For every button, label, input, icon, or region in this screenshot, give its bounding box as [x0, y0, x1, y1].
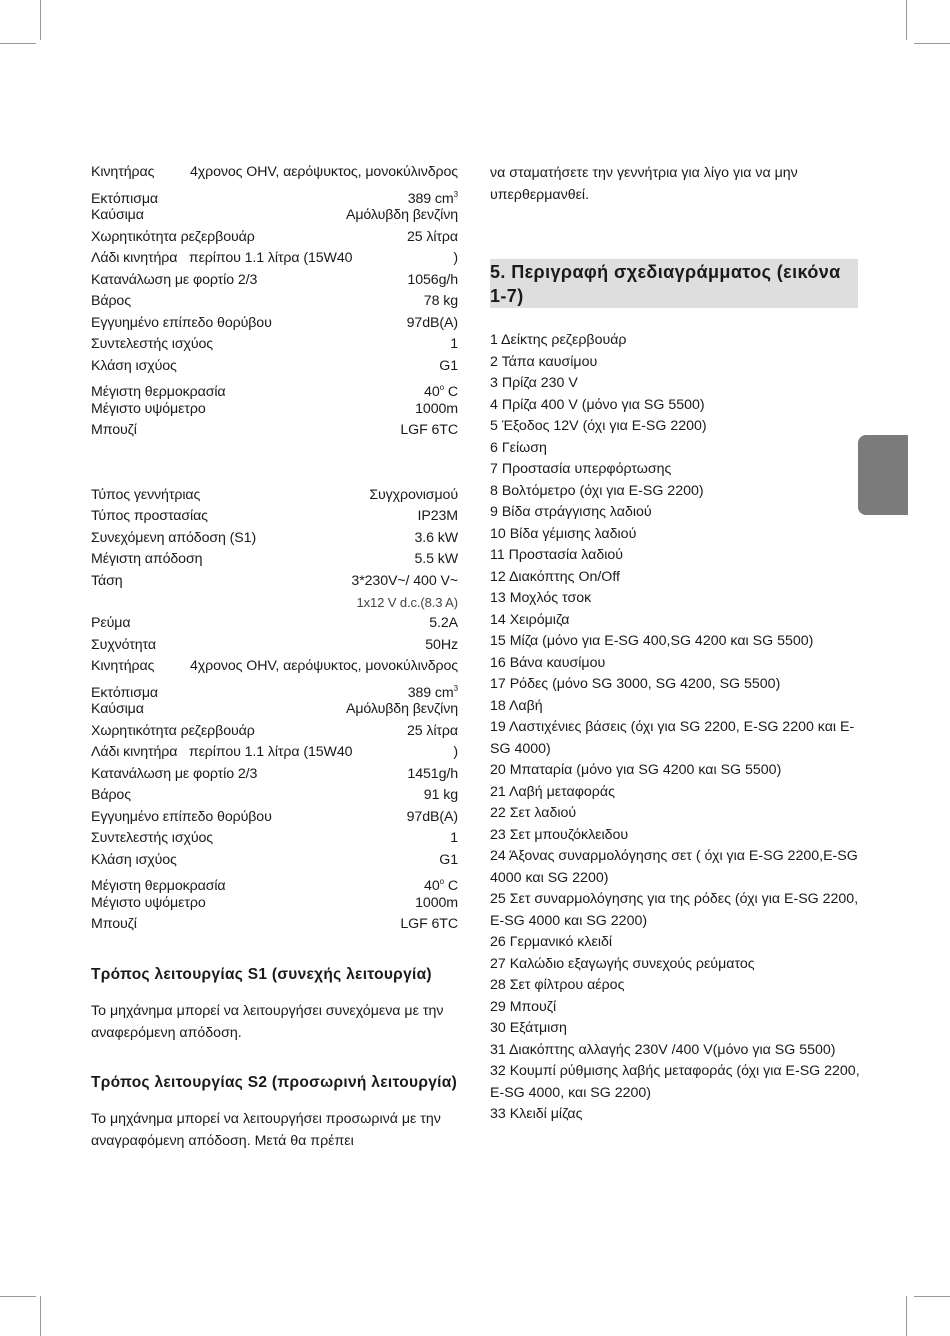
spec-row	[91, 635, 460, 657]
spec-value: Αμόλυβδη βενζίνη	[345, 701, 458, 717]
list-item: 26 Γερμανικό κλειδί	[490, 934, 613, 950]
spec-value: 97dB(A)	[406, 808, 458, 825]
spec-row	[91, 721, 460, 743]
spec-label: Μέγιστη θερμοκρασία	[91, 878, 226, 894]
spec-value: 97dB(A)	[406, 314, 458, 331]
spec-row	[91, 893, 460, 915]
spec-row	[91, 356, 460, 378]
spec-value: )	[453, 250, 458, 266]
spec-label: Μέγιστο υψόμετρο	[91, 400, 206, 417]
spec-row	[91, 313, 460, 335]
spec-label: Μέγιστο υψόμετρο	[91, 894, 206, 911]
spec-label: Καύσιμα	[91, 701, 144, 717]
list-item: 27 Καλώδιο εξαγωγής συνεχούς ρεύματος	[490, 955, 755, 972]
spec-value: 40$^o$ C	[424, 877, 458, 894]
spec-row	[91, 334, 460, 356]
spec-label: Κλάση ισχύος	[91, 851, 177, 868]
spec-row	[91, 485, 460, 507]
list-item: 9 Βίδα στράγγισης λαδιού	[490, 504, 652, 520]
table-gap	[91, 442, 460, 485]
spec-row	[91, 571, 460, 593]
spec-value: 3*230V~/ 400 V~	[351, 572, 458, 589]
spec-row	[91, 399, 460, 421]
spec-value: 389 $cm^3$	[407, 683, 458, 701]
list-item: 10 Βίδα γέμισης λαδιού	[490, 525, 637, 542]
crop-mark	[40, 1296, 41, 1336]
superscript: o	[439, 383, 444, 392]
spec-label: Συντελεστής ισχύος	[91, 830, 214, 846]
spec-value: 1000m	[415, 894, 458, 911]
list-item: 14 Χειρόμιζα	[490, 611, 570, 628]
crop-mark	[906, 0, 907, 40]
spec-row	[91, 377, 460, 399]
spec-value: IP23M	[417, 508, 458, 524]
spec-value: 50Hz	[425, 636, 458, 653]
list-item: 25 Σετ συναρμολόγησης για της ρόδες (όχι για E-SG 2200, E-SG 4000 και SG 2200)	[490, 891, 859, 929]
spec-table-1	[91, 162, 460, 442]
s2-text: Το μηχάνημα μπορεί να λειτουργήσει προσωρινά με την αναγραφόμενη απόδοση. Μετά θα πρέπει	[91, 1110, 441, 1149]
spec-value: 25 λίτρα	[406, 228, 458, 245]
list-item: 22 Σετ λαδιού	[490, 805, 577, 821]
spec-value: )	[453, 744, 458, 760]
spec-value: 1x12 V d.c.(8.3 A)	[356, 595, 458, 610]
spec-label: Λάδι κινητήρα περίπου 1.1 λίτρα (15W40	[91, 744, 353, 760]
spec-value: 4χρονος OHV, αερόψυκτος, μονοκύλινδρος	[190, 658, 458, 674]
spec-label: Καύσιμα	[91, 207, 144, 223]
spec-row	[91, 914, 460, 936]
spec-value: LGF 6TC	[400, 916, 458, 932]
spec-row	[91, 291, 460, 313]
list-item: 3 Πρίζα 230 V	[490, 375, 578, 391]
list-item: 21 Λαβή μεταφοράς	[490, 783, 615, 800]
list-item: 6 Γείωση	[490, 439, 547, 456]
spec-value: Συγχρονισμού	[369, 486, 458, 503]
list-item: 23 Σετ μπουζόκλειδου	[490, 826, 629, 843]
list-item: 31 Διακόπτης αλλαγής 230V /400 V(μόνο για SG 5500)	[490, 1041, 836, 1058]
list-item: 5 Έξοδος 12V (όχι για E-SG 2200)	[490, 418, 707, 434]
spec-label: Λάδι κινητήρα περίπου 1.1 λίτρα (15W40	[91, 250, 353, 266]
spec-label: Μπουζί	[91, 916, 137, 932]
superscript: 3	[453, 683, 458, 693]
spec-label: Εκτόπισμα	[91, 190, 159, 207]
crop-mark	[0, 1296, 36, 1297]
list-item: 28 Σετ φίλτρου αέρος	[490, 977, 625, 993]
spec-value: 78 kg	[423, 293, 458, 309]
continuation-text: να σταματήσετε την γεννήτρια για λίγο για να μην υπερθερμανθεί.	[490, 165, 798, 203]
right-column	[490, 162, 860, 1126]
spec-row	[91, 742, 460, 764]
list-item: 4 Πρίζα 400 V (μόνο για SG 5500)	[490, 396, 705, 413]
spec-value: 389 $cm^3$	[407, 189, 458, 207]
spec-value: 5.2A	[429, 615, 458, 631]
list-item: 8 Βολτόμετρο (όχι για E-SG 2200)	[490, 482, 704, 499]
spec-label: Μπουζί	[91, 422, 137, 438]
spec-value: 3.6 kW	[414, 529, 458, 546]
spec-label: Κινητήρας	[91, 658, 155, 674]
spec-row	[91, 528, 460, 550]
s1-text: Το μηχάνημα μπορεί να λειτουργήσει συνεχόμενα με την αναφερόμενη απόδοση.	[91, 1002, 444, 1041]
spec-row	[91, 656, 460, 678]
spec-label: Συχνότητα	[91, 636, 156, 653]
section-5-title: 5. Περιγραφή σχεδιαγράμματος (εικόνα 1-7)	[490, 259, 858, 308]
spec-label: Συντελεστής ισχύος	[91, 336, 214, 352]
spec-row	[91, 248, 460, 270]
spec-value: 1000m	[415, 400, 458, 417]
spec-row	[91, 420, 460, 442]
spec-row	[91, 506, 460, 528]
spec-label: Τάση	[91, 572, 123, 589]
spec-label: Κλάση ισχύος	[91, 357, 177, 374]
spec-row	[91, 678, 460, 700]
spec-row	[91, 764, 460, 786]
spec-value: G1	[439, 357, 458, 374]
list-item: 1 Δείκτης ρεζερβουάρ	[490, 332, 627, 348]
spec-label: Εγγυημένο επίπεδο θορύβου	[91, 808, 272, 825]
list-item: 13 Μοχλός τσοκ	[490, 590, 592, 606]
superscript: o	[439, 877, 444, 886]
list-item: 19 Λαστιχένιες βάσεις (όχι για SG 2200, E-SG 2200 και E-SG 4000)	[490, 719, 855, 757]
spec-label: Ρεύμα	[91, 615, 131, 631]
spec-row	[91, 871, 460, 893]
list-item: 15 Μίζα (μόνο για E-SG 400,SG 4200 και SG 5500)	[490, 633, 814, 649]
spec-row	[91, 162, 460, 184]
spec-label: Βάρος	[91, 293, 131, 309]
list-item: 17 Ρόδες (μόνο SG 3000, SG 4200, SG 5500)	[490, 676, 781, 692]
spec-label: Εκτόπισμα	[91, 684, 159, 701]
spec-label: Κατανάλωση με φορτίο 2/3	[91, 271, 258, 288]
spec-label: Εγγυημένο επίπεδο θορύβου	[91, 314, 272, 331]
spec-row	[91, 184, 460, 206]
spec-value: 40$^o$ C	[424, 383, 458, 400]
chapter-tab	[858, 435, 908, 515]
list-item: 32 Κουμπί ρύθμισης λαβής μεταφοράς (όχι για E-SG 2200, E-SG 4000, και SG 2200)	[490, 1063, 860, 1101]
list-item: 20 Μπαταρία (μόνο για SG 4200 και SG 5500)	[490, 762, 782, 778]
spec-label: Μέγιστη θερμοκρασία	[91, 384, 226, 400]
spec-row	[91, 227, 460, 249]
parts-list	[490, 330, 860, 1126]
spec-label: Βάρος	[91, 787, 131, 803]
spec-value: 5.5 kW	[414, 551, 458, 567]
list-item: 18 Λαβή	[490, 697, 543, 714]
spec-value: Αμόλυβδη βενζίνη	[345, 207, 458, 223]
list-item: 16 Βάνα καυσίμου	[490, 654, 606, 671]
spec-label: Μέγιστη απόδοση	[91, 551, 203, 567]
superscript: 3	[453, 189, 458, 199]
list-item: 12 Διακόπτης On/Off	[490, 568, 620, 585]
spec-value: 4χρονος OHV, αερόψυκτος, μονοκύλινδρος	[190, 164, 458, 180]
spec-value: 1056g/h	[407, 271, 458, 288]
list-item: 29 Μπουζί	[490, 998, 557, 1015]
spec-label: Συνεχόμενη απόδοση (S1)	[91, 529, 257, 546]
list-item: 2 Τάπα καυσίμου	[490, 353, 598, 370]
spec-value: G1	[439, 851, 458, 868]
spec-value: 91 kg	[423, 787, 458, 803]
spec-label: Χωρητικότητα ρεζερβουάρ	[91, 722, 255, 739]
crop-mark	[40, 0, 41, 40]
list-item: 7 Προστασία υπερφόρτωσης	[490, 461, 672, 477]
left-column	[91, 162, 460, 1152]
spec-label: Κατανάλωση με φορτίο 2/3	[91, 765, 258, 782]
spec-label: Τύπος προστασίας	[91, 508, 208, 524]
list-item: 30 Εξάτμιση	[490, 1020, 567, 1036]
spec-row	[91, 807, 460, 829]
spec-value: 25 λίτρα	[406, 722, 458, 739]
list-item: 33 Κλειδί μίζας	[490, 1106, 583, 1122]
crop-mark	[906, 1296, 907, 1336]
spec-label: Χωρητικότητα ρεζερβουάρ	[91, 228, 255, 245]
spec-value: 1	[450, 830, 458, 846]
spec-row	[91, 850, 460, 872]
crop-mark	[0, 43, 36, 44]
crop-mark	[914, 43, 950, 44]
spec-label: Κινητήρας	[91, 164, 155, 180]
spec-row	[91, 613, 460, 635]
spec-row	[91, 270, 460, 292]
spec-row	[91, 828, 460, 850]
spec-row	[91, 549, 460, 571]
s2-heading: Τρόπος λειτουργίας S2 (προσωρινή λειτουργία)	[91, 1073, 458, 1091]
spec-table-2	[91, 485, 460, 936]
spec-value: 1	[450, 336, 458, 352]
list-item: 11 Προστασία λαδιού	[490, 547, 624, 563]
spec-label: Τύπος γεννήτριας	[91, 486, 201, 503]
spec-value: LGF 6TC	[400, 422, 458, 438]
spec-row	[91, 592, 460, 613]
crop-mark	[914, 1296, 950, 1297]
spec-value: 1451g/h	[407, 765, 458, 782]
list-item: 24 Άξονας συναρμολόγησης σετ ( όχι για E-SG 2200,E-SG 4000 και SG 2200)	[490, 848, 858, 886]
s1-heading: Τρόπος λειτουργίας S1 (συνεχής λειτουργία)	[91, 965, 432, 983]
spec-row	[91, 785, 460, 807]
